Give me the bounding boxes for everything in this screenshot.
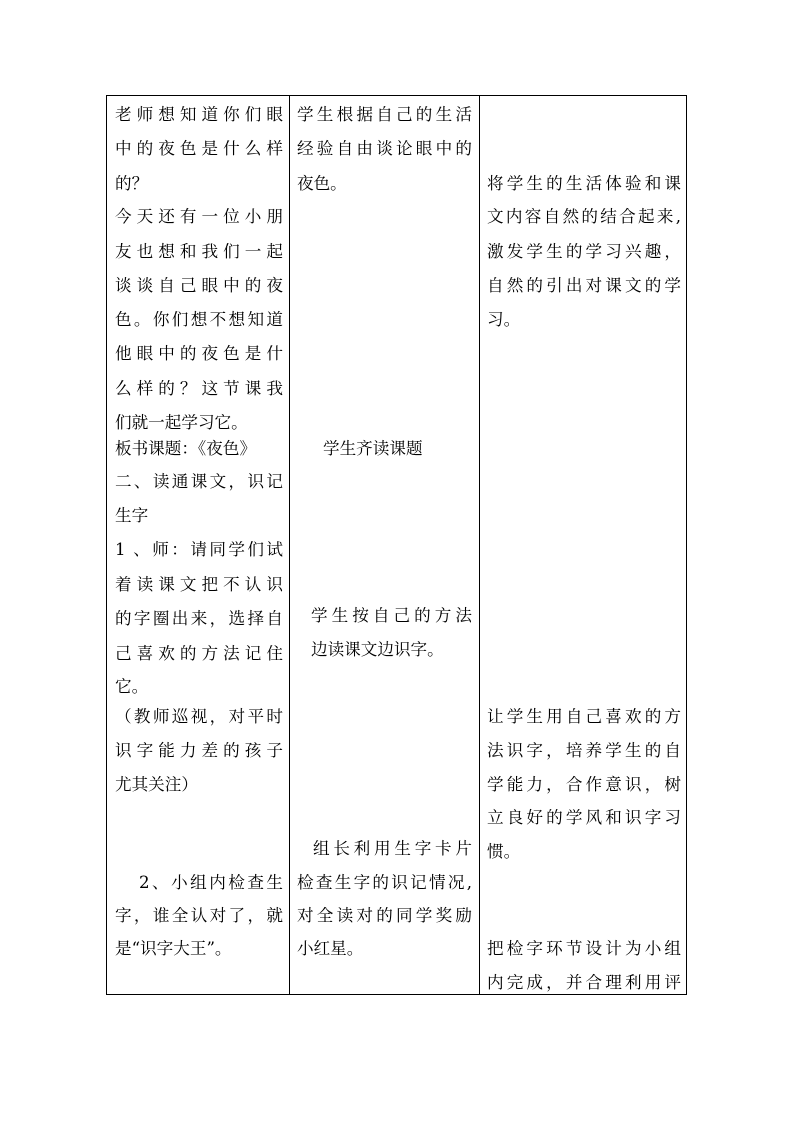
text-line: 学生齐读课题 <box>323 439 423 458</box>
text-line: 夜色。 <box>297 174 347 193</box>
teacher-activity-cell <box>107 96 289 994</box>
text-line: 识字能力差的孩子 <box>115 741 283 760</box>
text-line: 色。你们想不想知道 <box>115 310 283 329</box>
text-line: 自然的引出对课文的学 <box>487 276 681 295</box>
text-line: 老师想知道你们眼 <box>115 105 283 124</box>
text-line: 惯。 <box>487 842 521 861</box>
text-line: 学能力，合作意识，树 <box>487 775 681 794</box>
text-line: 法识字，培养学生的自 <box>487 741 681 760</box>
text-line: 习。 <box>487 310 521 329</box>
text-line: 生字 <box>115 506 149 525</box>
text-line: 今天还有一位小朋 <box>115 207 283 226</box>
design-intent-cell <box>479 96 687 994</box>
text-line: 的？ <box>115 174 149 193</box>
student-activity-cell <box>289 96 479 994</box>
text-line: 立良好的学风和识字习 <box>487 808 681 827</box>
text-line: 么样的？这节课我 <box>115 379 283 398</box>
text-line: 己喜欢的方法记住 <box>115 644 283 663</box>
text-line: 谈谈自己眼中的夜 <box>115 276 283 295</box>
text-line: 2、小组内检查生 <box>139 873 283 892</box>
text-line: 让学生用自己喜欢的方 <box>487 707 681 726</box>
text-line: 中的夜色是什么样 <box>115 139 283 158</box>
lesson-plan-table <box>106 95 687 995</box>
text-line: 对全读对的同学奖励 <box>297 906 472 925</box>
text-line: 检查生字的识记情况, <box>297 873 472 892</box>
text-line: 们就一起学习它。 <box>115 413 248 432</box>
text-line: 内完成，并合理利用评 <box>487 973 681 992</box>
text-line: 他眼中的夜色是什 <box>115 344 283 363</box>
text-line: 尤其关注） <box>115 775 198 794</box>
text-line: 将学生的生活体验和课 <box>487 174 681 193</box>
text-line: 是“识字大王”。 <box>115 939 232 958</box>
text-line: 激发学生的学习兴趣， <box>487 242 681 261</box>
text-line: 的字圈出来，选择自 <box>115 609 283 628</box>
text-line: 字，谁全认对了，就 <box>115 906 283 925</box>
text-line: 着读课文把不认识 <box>115 575 283 594</box>
text-line: 把检字环节设计为小组 <box>487 939 681 958</box>
text-line: 友也想和我们一起 <box>115 242 283 261</box>
text-line: 1 、师：请同学们试 <box>115 540 283 559</box>
text-line: 组长利用生字卡片 <box>313 839 472 858</box>
text-line: 二、读通课文，识记 <box>115 472 283 491</box>
text-line: （教师巡视，对平时 <box>115 707 283 726</box>
text-line: 学生根据自己的生活 <box>297 105 472 124</box>
text-line: 边读课文边识字。 <box>311 640 444 659</box>
text-line: 板书课题：《夜色》 <box>115 439 257 458</box>
text-line: 学生按自己的方法 <box>311 606 472 625</box>
text-line: 经验自由谈论眼中的 <box>297 139 472 158</box>
text-line: 文内容自然的结合起来, <box>487 207 681 226</box>
text-line: 小红星。 <box>297 939 364 958</box>
text-line: 它。 <box>115 677 149 696</box>
